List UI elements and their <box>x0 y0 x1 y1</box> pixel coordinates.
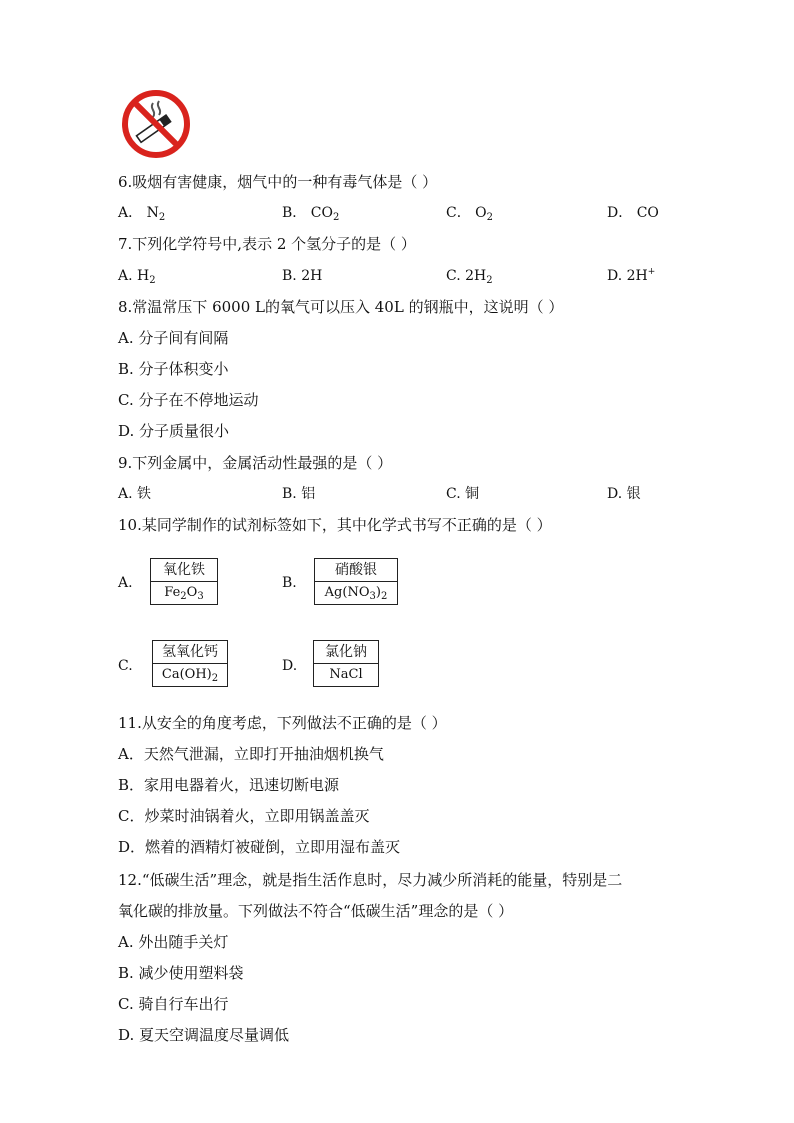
q11-option-a: A．天然气泄漏，立即打开抽油烟机换气 <box>118 745 384 763</box>
q8-option-b: B. 分子体积变小 <box>118 360 229 378</box>
q7-option-b: B. 2H <box>282 268 323 284</box>
q11-option-c: C．炒菜时油锅着火，立即用锅盖盖灭 <box>118 807 370 825</box>
q10-option-b-letter: B. <box>282 575 297 591</box>
label-b-name: 硝酸银 <box>315 559 397 582</box>
q12-option-c: C. 骑自行车出行 <box>118 995 229 1013</box>
q10-label-d <box>313 640 379 687</box>
question-12-stem-line2: 氧化碳的排放量。下列做法不符合“低碳生活”理念的是（ ） <box>118 902 514 920</box>
label-c-name: 氢氧化钙 <box>153 641 227 664</box>
q12-option-a: A. 外出随手关灯 <box>118 933 229 951</box>
question-11-stem: 11.从安全的角度考虑，下列做法不正确的是（ ） <box>118 714 447 732</box>
q11-option-d: D．燃着的酒精灯被碰倒，立即用湿布盖灭 <box>118 838 401 856</box>
question-12-stem-line1: 12.“低碳生活”理念，就是指生活作息时，尽力减少所消耗的能量，特别是二 <box>118 871 623 889</box>
question-10-stem: 10.某同学制作的试剂标签如下，其中化学式书写不正确的是（ ） <box>118 516 552 534</box>
label-a-formula: $Fe_2O_3$ <box>164 585 204 602</box>
q10-option-a-letter: A. <box>118 575 133 591</box>
q7-option-d: D. 2H+ <box>607 267 656 284</box>
q8-option-c: C. 分子在不停地运动 <box>118 391 259 409</box>
q10-option-c-letter: C. <box>118 658 133 674</box>
q7-option-c: C. $2H_2$ <box>446 268 493 286</box>
q9-option-c: C. 铜 <box>446 486 480 502</box>
question-7-stem: 7.下列化学符号中,表示 2 个氢分子的是（ ） <box>118 235 416 253</box>
no-smoking-sign-icon <box>121 89 191 159</box>
q6-option-c: C． $O_2$ <box>446 205 494 223</box>
label-d-formula: NaCl <box>329 667 363 682</box>
q6-option-d: D． CO <box>607 205 659 221</box>
question-9-stem: 9.下列金属中，金属活动性最强的是（ ） <box>118 454 393 472</box>
q8-option-a: A. 分子间有间隔 <box>118 329 229 347</box>
q12-option-b: B. 减少使用塑料袋 <box>118 964 244 982</box>
q12-option-d: D. 夏天空调温度尽量调低 <box>118 1026 290 1044</box>
q10-label-a <box>150 558 218 605</box>
question-8-stem: 8.常温常压下 6000 L的氧气可以压入 40L 的钢瓶中，这说明（ ） <box>118 298 564 316</box>
q9-option-a: A. 铁 <box>118 486 152 502</box>
label-c-formula: $Ca(OH)_2$ <box>161 667 219 684</box>
q10-option-d-letter: D. <box>282 658 298 674</box>
q11-option-b: B．家用电器着火，迅速切断电源 <box>118 776 340 794</box>
label-a-name: 氧化铁 <box>151 559 217 582</box>
q9-option-b: B. 铝 <box>282 486 316 502</box>
q8-option-d: D. 分子质量很小 <box>118 422 230 440</box>
q9-option-d: D. 银 <box>607 486 641 502</box>
label-b-formula: $Ag(NO_3)_2$ <box>324 585 388 602</box>
q10-label-c <box>152 640 228 687</box>
question-6-stem: 6.吸烟有害健康，烟气中的一种有毒气体是（ ） <box>118 173 438 191</box>
q10-label-b <box>314 558 398 605</box>
q6-option-b: B． $CO_2$ <box>282 205 340 223</box>
label-d-name: 氯化钠 <box>314 641 378 664</box>
q6-option-a: A． $N_2$ <box>118 205 166 223</box>
q7-option-a: A. $H_2$ <box>118 268 156 286</box>
